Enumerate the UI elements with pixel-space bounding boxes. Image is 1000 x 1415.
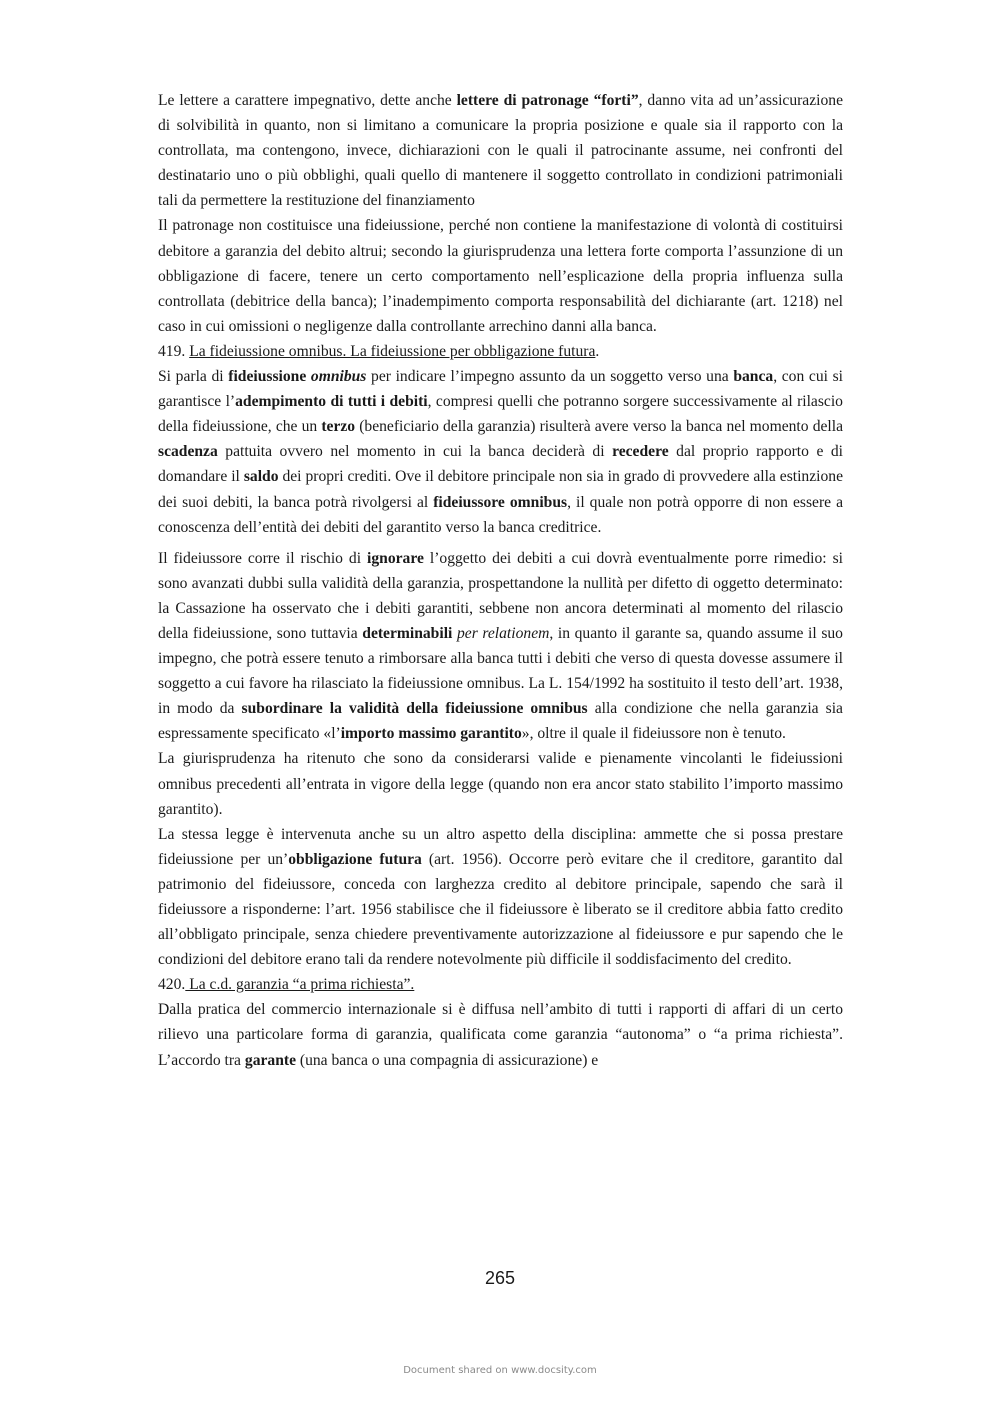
section-title: La fideiussione omnibus. La fideiussione per obbligazione futura — [189, 342, 596, 360]
bold-term: terzo — [321, 418, 356, 436]
bold-term: saldo — [243, 468, 279, 486]
bold-term: subordinare la validità della fideiussione omnibus — [241, 700, 588, 718]
text-run: , in quanto il garante sa, quando assume il suo impegno, che potrà essere tenuto a rimborsare alla banca tutti i debiti che verso di questa dovesse assumere il soggetto a cui favore ha rilasciato la fideiussione omnibus. La L. 154/1992 ha sostituito il testo dell’art. 1938, in modo da — [158, 624, 843, 718]
text-run: dei propri crediti. Ove il debitore principale non sia in grado di provvedere alla estinzione dei suoi debiti, la banca potrà rivolgersi al — [158, 468, 843, 511]
paragraph-giurisprudenza: La giurisprudenza ha ritenuto che sono da considerarsi valide e pienamente vincolanti le fideiussioni omnibus precedenti all’entrata in vigore della legge (quando non era ancor stato stabilito l’importo massimo garantito). — [158, 750, 843, 818]
text-run: La stessa legge è intervenuta anche su un altro aspetto della disciplina: ammette che si possa prestare fideiussione per un’ — [158, 825, 843, 868]
text-run: , con cui si garantisce l’ — [158, 368, 843, 411]
text-run: dal proprio rapporto e di domandare il — [158, 443, 843, 486]
section-heading-420 — [158, 972, 843, 997]
text-run: , danno vita ad un’assicurazione di solvibilità in quanto, non si limitano a comunicare la propria posizione e quale sia il rapporto con la controllata, ma contengono, invece, dichiarazioni con le quali il patrocinante assume, nei confronti del destinatario uno o più obblighi, quali quello di mantenere il soggetto controllato in condizioni patrimoniali tali da permettere la restituzione del finanziamento — [158, 92, 844, 210]
document-page — [158, 88, 843, 1073]
text-run: l’oggetto dei debiti a cui dovrà eventualmente porre rimedio: si sono avanzati dubbi sulla validità della garanzia, prospettandone la nullità per difetto di oggetto determinato: la Cassazione ha osservato che i debiti garantiti, sebbene non ancora determinati al momento del rilascio della fideiussione, sono tuttavia — [158, 549, 843, 642]
paragraph-obbligazione-futura — [158, 822, 843, 973]
text-run: (art. 1956). Occorre però evitare che il creditore, garantito dal patrimonio del fideiussore, conceda con larghezza credito al debitore principale, sapendo che sarà il fideiussore a risponderne: l’art. 1956 stabilisce che il fideiussore è liberato se il creditore abbia fatto credito all’obbligato principale, senza chiedere preventivamente autorizzazione al fideiussore e pur sapendo che le condizioni del debitore erano tali da rendere notevolmente più difficile il soddisfacimento del credito. — [158, 850, 843, 969]
bold-term: lettere di patronage “forti” — [456, 92, 639, 109]
text-run: pattuita ovvero nel momento in cui la banca deciderà di — [217, 443, 613, 461]
bold-term: banca — [733, 368, 774, 386]
text-run: alla condizione che nella garanzia sia espressamente specificato «l’ — [158, 700, 843, 743]
bold-term: ignorare — [367, 549, 424, 567]
text-run: », oltre il quale il fideiussore non è tenuto. — [521, 725, 786, 743]
bold-term: determinabili — [362, 624, 453, 642]
text-run: Il fideiussore corre il rischio di — [158, 549, 368, 567]
bold-term: importo massimo garantito — [340, 725, 522, 743]
bold-term: garante — [244, 1051, 296, 1069]
bold-italic-term: omnibus — [310, 368, 367, 386]
text-run: per indicare l’impegno assunto da un soggetto verso una — [366, 368, 734, 386]
bold-term: fideiussione — [228, 368, 311, 386]
bold-term: adempimento di tutti i debiti — [235, 393, 428, 411]
section-number: 419. — [158, 342, 190, 360]
italic-term: per relationem — [456, 624, 550, 642]
text-run: , compresi quelli che potranno sorgere successivamente al rilascio della fideiussione, che un — [158, 393, 843, 436]
text-run: Dalla pratica del commercio internazionale si è diffusa nell’ambito di tutti i rapporti di affari di un certo rilievo una particolare forma di garanzia, qualificata come garanzia “autonoma” o “a prima richiesta”. L’accordo tra — [158, 1001, 843, 1069]
page-number: 265 — [484, 1268, 516, 1288]
section-title: La c.d. garanzia “a prima richiesta”. — [185, 976, 415, 994]
text-run: Le lettere a carattere impegnativo, dette anche — [158, 92, 457, 109]
section-number: 420. — [158, 976, 186, 994]
paragraph-garanzia-prima-richiesta — [158, 997, 843, 1072]
text-run: Si parla di — [158, 368, 229, 386]
paragraph-fideiussione-omnibus — [158, 364, 843, 540]
section-heading-419 — [158, 339, 843, 364]
docsity-footer: Document shared on www.docsity.com — [403, 1365, 597, 1376]
bold-term: fideiussore omnibus — [433, 493, 568, 511]
text-run: (beneficiario della garanzia) risulterà avere verso la banca nel momento della — [355, 418, 843, 436]
bold-term: recedere — [612, 443, 669, 461]
paragraph-rischio-fideiussore — [158, 546, 843, 747]
bold-term: scadenza — [158, 443, 218, 461]
bold-term: obbligazione futura — [288, 850, 422, 868]
paragraph-patronage-non-fideiussione: Il patronage non costituisce una fideiussione, perché non contiene la manifestazione di volontà di costituirsi debitore a garanzia del debito altrui; secondo la giurisprudenza una lettera forte comporta l’assunzione di un obbligazione di facere, tenere un certo comportamento nell’esplicazione della propria influenza sulla controllata (debitrice della banca); l’inadempimento comporta responsabilità del dichiarante (art. 1218) nel caso in cui omissioni o negligenze dalla controllante arrechino danni alla banca. — [158, 217, 843, 335]
text-run: . — [595, 342, 600, 360]
paragraph-patronage-forti — [158, 88, 843, 213]
text-run: , il quale non potrà opporre di non essere a conoscenza dell’entità dei debiti del garantito verso la banca creditrice. — [158, 493, 843, 536]
text-run: (una banca o una compagnia di assicurazione) e — [296, 1051, 599, 1069]
